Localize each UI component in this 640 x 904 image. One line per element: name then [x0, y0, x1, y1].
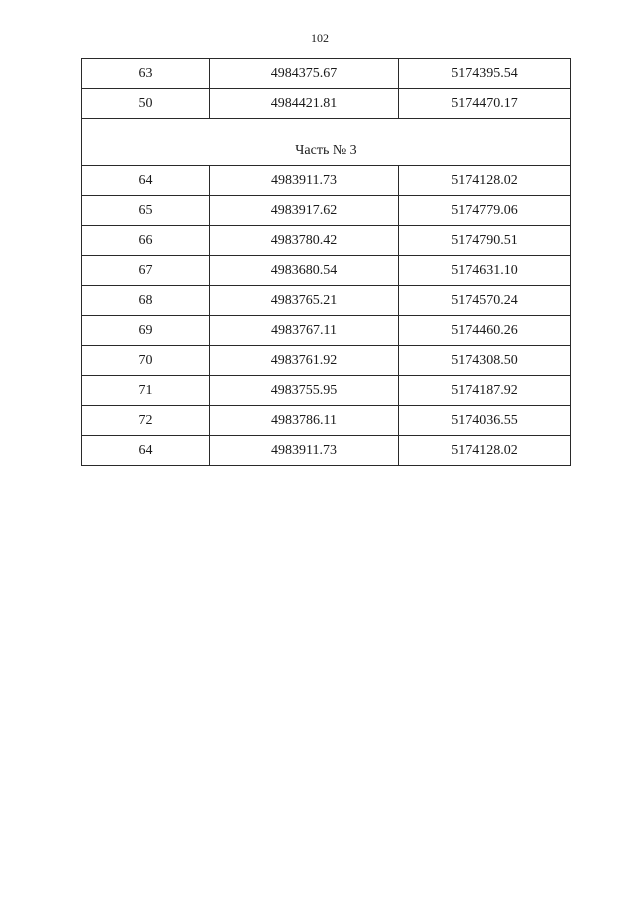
page-number: 102	[311, 31, 329, 45]
y-coordinate: 5174779.06	[399, 196, 571, 226]
coordinates-table	[81, 58, 571, 466]
point-number: 50	[82, 89, 210, 119]
section-title: Часть № 3	[82, 119, 571, 166]
x-coordinate: 4983911.73	[210, 436, 399, 466]
y-coordinate: 5174187.92	[399, 376, 571, 406]
table-row	[82, 316, 571, 346]
y-coordinate: 5174128.02	[399, 166, 571, 196]
point-number: 71	[82, 376, 210, 406]
table-row	[82, 89, 571, 119]
point-number: 69	[82, 316, 210, 346]
y-coordinate: 5174570.24	[399, 286, 571, 316]
x-coordinate: 4983786.11	[210, 406, 399, 436]
y-coordinate: 5174460.26	[399, 316, 571, 346]
x-coordinate: 4983917.62	[210, 196, 399, 226]
y-coordinate: 5174470.17	[399, 89, 571, 119]
y-coordinate: 5174128.02	[399, 436, 571, 466]
y-coordinate: 5174790.51	[399, 226, 571, 256]
y-coordinate: 5174395.54	[399, 59, 571, 89]
point-number: 70	[82, 346, 210, 376]
x-coordinate: 4983761.92	[210, 346, 399, 376]
x-coordinate: 4983767.11	[210, 316, 399, 346]
y-coordinate: 5174036.55	[399, 406, 571, 436]
point-number: 67	[82, 256, 210, 286]
table-row	[82, 226, 571, 256]
x-coordinate: 4983765.21	[210, 286, 399, 316]
x-coordinate: 4983911.73	[210, 166, 399, 196]
point-number: 64	[82, 166, 210, 196]
y-coordinate: 5174308.50	[399, 346, 571, 376]
table-row	[82, 286, 571, 316]
y-coordinate: 5174631.10	[399, 256, 571, 286]
table-row	[82, 166, 571, 196]
point-number: 66	[82, 226, 210, 256]
point-number: 65	[82, 196, 210, 226]
x-coordinate: 4984375.67	[210, 59, 399, 89]
table-row	[82, 59, 571, 89]
section-header-row	[82, 119, 571, 166]
table-row	[82, 196, 571, 226]
point-number: 72	[82, 406, 210, 436]
table-row	[82, 376, 571, 406]
point-number: 64	[82, 436, 210, 466]
x-coordinate: 4983680.54	[210, 256, 399, 286]
x-coordinate: 4983755.95	[210, 376, 399, 406]
table-row	[82, 436, 571, 466]
point-number: 63	[82, 59, 210, 89]
point-number: 68	[82, 286, 210, 316]
x-coordinate: 4983780.42	[210, 226, 399, 256]
table-row	[82, 256, 571, 286]
table-row	[82, 406, 571, 436]
x-coordinate: 4984421.81	[210, 89, 399, 119]
table-row	[82, 346, 571, 376]
